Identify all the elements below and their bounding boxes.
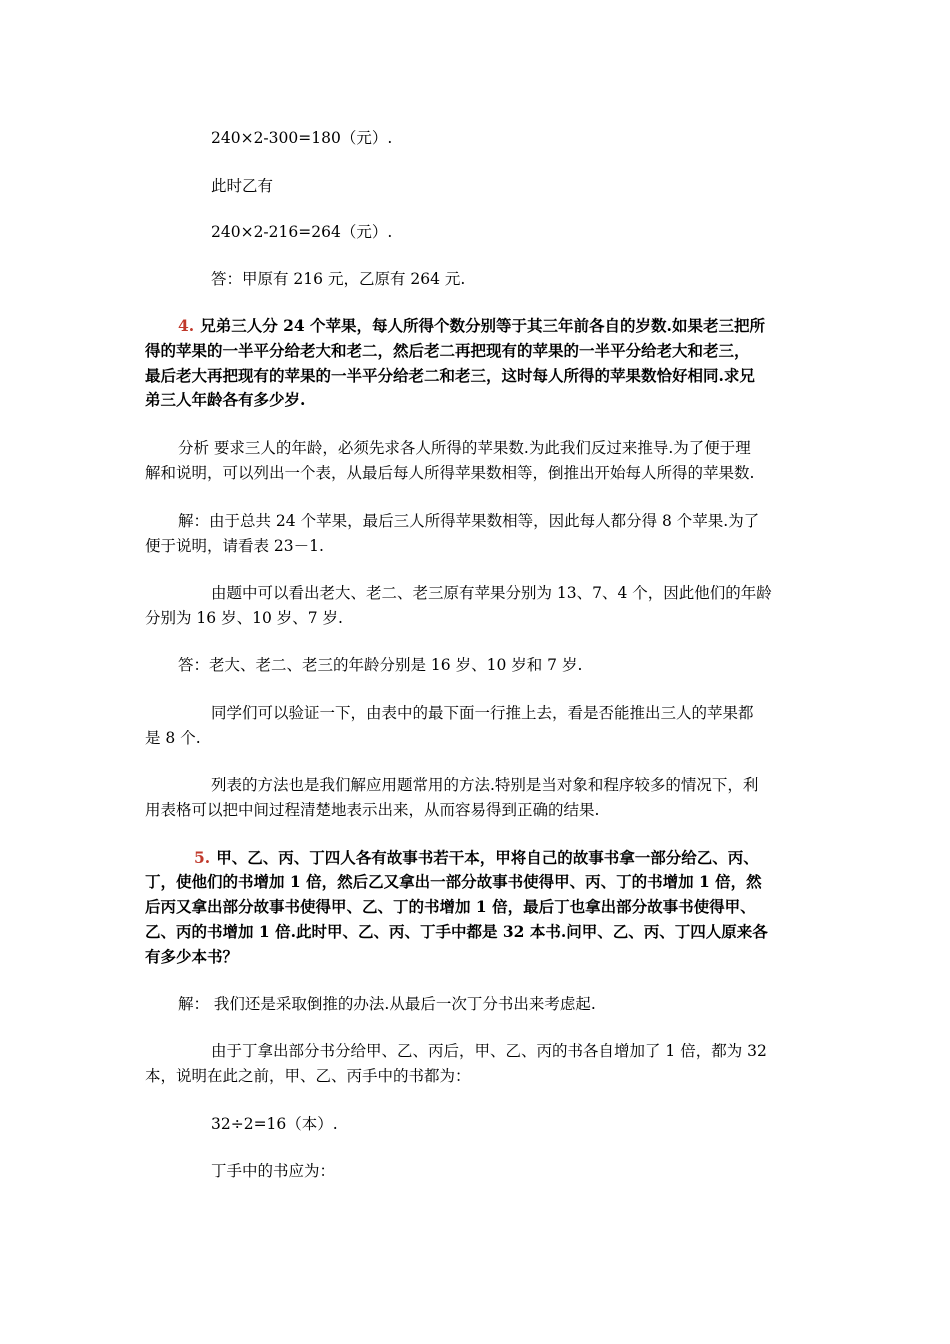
solution-line: 解： 我们还是采取倒推的办法.从最后一次丁分书出来考虑起.: [178, 995, 596, 1013]
problem-text: 兄弟三人分 24 个苹果，每人所得个数分别等于其三年前各自的岁数.如果老三把所: [200, 316, 765, 335]
text-line: 本，说明在此之前，甲、乙、丙手中的书都为：: [145, 1067, 471, 1085]
text-line: 是 8 个.: [145, 729, 201, 747]
problem-4-line: 弟三人年龄各有多少岁.: [145, 390, 306, 409]
solution-line: 便于说明，请看表 23－1.: [145, 537, 324, 555]
text-line: 分别为 16 岁、10 岁、7 岁.: [145, 609, 343, 627]
text-line: 此时乙有: [211, 177, 274, 195]
solution-line: 解：由于总共 24 个苹果，最后三人所得苹果数相等，因此每人都分得 8 个苹果.为了: [178, 512, 760, 530]
equation-line: 240×2-300=180（元）.: [211, 129, 393, 147]
problem-5-line: 有多少本书？: [145, 947, 239, 966]
problem-4-line: 最后老大再把现有的苹果的一半平分给老二和老三，这时每人所得的苹果数恰好相同.求兄: [145, 366, 755, 385]
equation-line: 32÷2=16（本）.: [211, 1115, 338, 1133]
text-line: 由题中可以看出老大、老二、老三原有苹果分别为 13、7、4 个，因此他们的年龄: [211, 584, 772, 602]
analysis-line: 解和说明，可以列出一个表，从最后每人所得苹果数相等，倒推出开始每人所得的苹果数.: [145, 464, 755, 482]
text-line: 用表格可以把中间过程清楚地表示出来，从而容易得到正确的结果.: [145, 801, 600, 819]
text-line: 列表的方法也是我们解应用题常用的方法.特别是当对象和程序较多的情况下，利: [211, 776, 759, 794]
text-line: 由于丁拿出部分书分给甲、乙、丙后，甲、乙、丙的书各自增加了 1 倍，都为 32: [211, 1042, 767, 1060]
problem-4-line: [178, 316, 765, 336]
text-line: 同学们可以验证一下，由表中的最下面一行推上去，看是否能推出三人的苹果都: [211, 704, 754, 722]
problem-text: 甲、乙、丙、丁四人各有故事书若干本，甲将自己的故事书拿一部分给乙、丙、: [216, 848, 759, 867]
problem-number: 5.: [194, 848, 211, 867]
problem-4-line: 得的苹果的一半平分给老大和老二，然后老二再把现有的苹果的一半平分给老大和老三，: [145, 341, 750, 360]
answer-line: 答：甲原有 216 元，乙原有 264 元.: [211, 270, 466, 288]
problem-5-line: 后丙又拿出部分故事书使得甲、乙、丁的书增加 1 倍，最后丁也拿出部分故事书使得甲、: [145, 897, 756, 916]
problem-5-line: 丁，使他们的书增加 1 倍，然后乙又拿出一部分故事书使得甲、丙、丁的书增加 1 倍，然: [145, 872, 762, 891]
problem-5-line: 乙、丙的书增加 1 倍.此时甲、乙、丙、丁手中都是 32 本书.问甲、乙、丙、丁四人原来各: [145, 922, 768, 941]
problem-number: 4.: [178, 316, 195, 335]
equation-line: 240×2-216=264（元）.: [211, 223, 393, 241]
analysis-line: 分析 要求三人的年龄，必须先求各人所得的苹果数.为此我们反过来推导.为了便于理: [178, 439, 751, 457]
answer-line: 答：老大、老二、老三的年龄分别是 16 岁、10 岁和 7 岁.: [178, 656, 583, 674]
problem-5-line: [194, 848, 759, 868]
text-line: 丁手中的书应为：: [211, 1162, 336, 1180]
